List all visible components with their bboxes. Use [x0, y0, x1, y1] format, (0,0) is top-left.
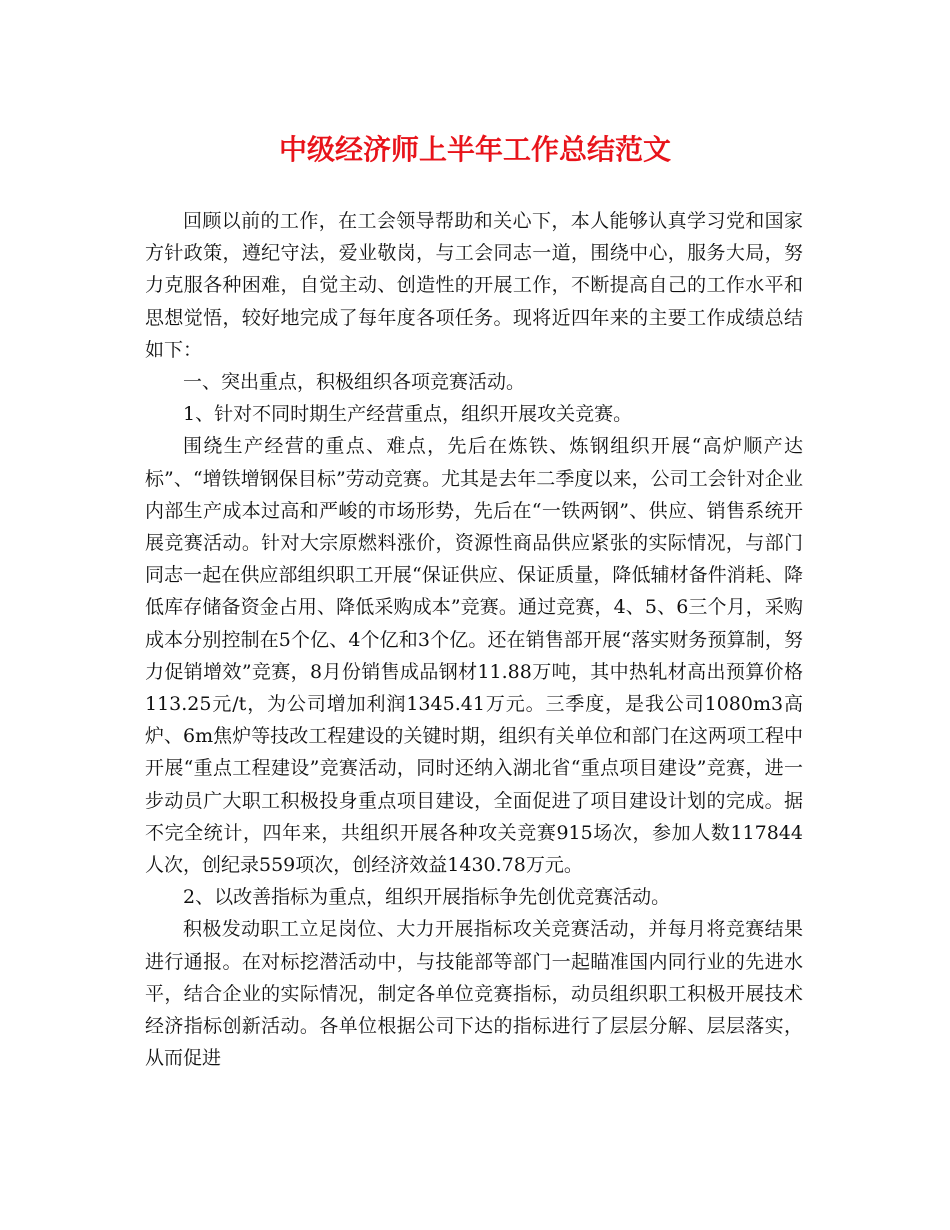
paragraph-indicators: 积极发动职工立足岗位、大力开展指标攻关竞赛活动，并每月将竞赛结果进行通报。在对标挖潜活动中，与技能部等部门一起瞄准国内同行业的先进水平，结合企业的实际情况，制定各单位竞赛指标，动员组织职工积极开展技术经济指标创新活动。各单位根据公司下达的指标进行了层层分解、层层落实，从而促进: [145, 918, 803, 1070]
document-body: [145, 205, 803, 1074]
paragraph-competitions: 围绕生产经营的重点、难点，先后在炼铁、炼钢组织开展“高炉顺产达标”、“增铁增钢保目标”劳动竞赛。尤其是去年二季度以来，公司工会针对企业内部生产成本过高和严峻的市场形势，先后在“一铁两钢”、供应、销售系统开展竞赛活动。针对大宗原燃料涨价，资源性商品供应紧张的实际情况，与部门同志一起在供应部组织职工开展“保证供应、保证质量，降低辅材备件消耗、降低库存储备资金占用、降低采购成本”竞赛。通过竞赛，4、5、6三个月，采购成本分别控制在5个亿、4个亿和3个亿。还在销售部开展“落实财务预算制，努力促销增效”竞赛，8月份销售成品钢材11.88万吨，其中热轧材高出预算价格113.25元/t，为公司增加利润1345.41万元。三季度，是我公司1080m3高炉、6m焦炉等技改工程建设的关键时期，组织有关单位和部门在这两项工程中开展“重点工程建设”竞赛活动，同时还纳入湖北省“重点项目建设”竞赛，进一步动员广大职工积极投身重点项目建设，全面促进了项目建设计划的完成。据不完全统计，四年来，共组织开展各种攻关竞赛915场次，参加人数117844人次，创纪录559项次，创经济效益1430.78万元。: [145, 435, 803, 877]
section-heading-1: 一、突出重点，积极组织各项竞赛活动。: [183, 371, 526, 394]
document-title: 中级经济师上半年工作总结范文: [278, 133, 671, 166]
paragraph-intro: 回顾以前的工作，在工会领导帮助和关心下，本人能够认真学习党和国家方针政策，遵纪守法，爱业敬岗，与工会同志一道，围绕中心，服务大局，努力克服各种困难，自觉主动、创造性的开展工作，不断提高自己的工作水平和思想觉悟，较好地完成了每年度各项任务。现将近四年来的主要工作成绩总结如下：: [145, 210, 803, 361]
subsection-heading-2: 2、以改善指标为重点，组织开展指标争先创优竞赛活动。: [183, 886, 671, 909]
subsection-heading-1: 1、针对不同时期生产经营重点，组织开展攻关竞赛。: [183, 403, 633, 426]
